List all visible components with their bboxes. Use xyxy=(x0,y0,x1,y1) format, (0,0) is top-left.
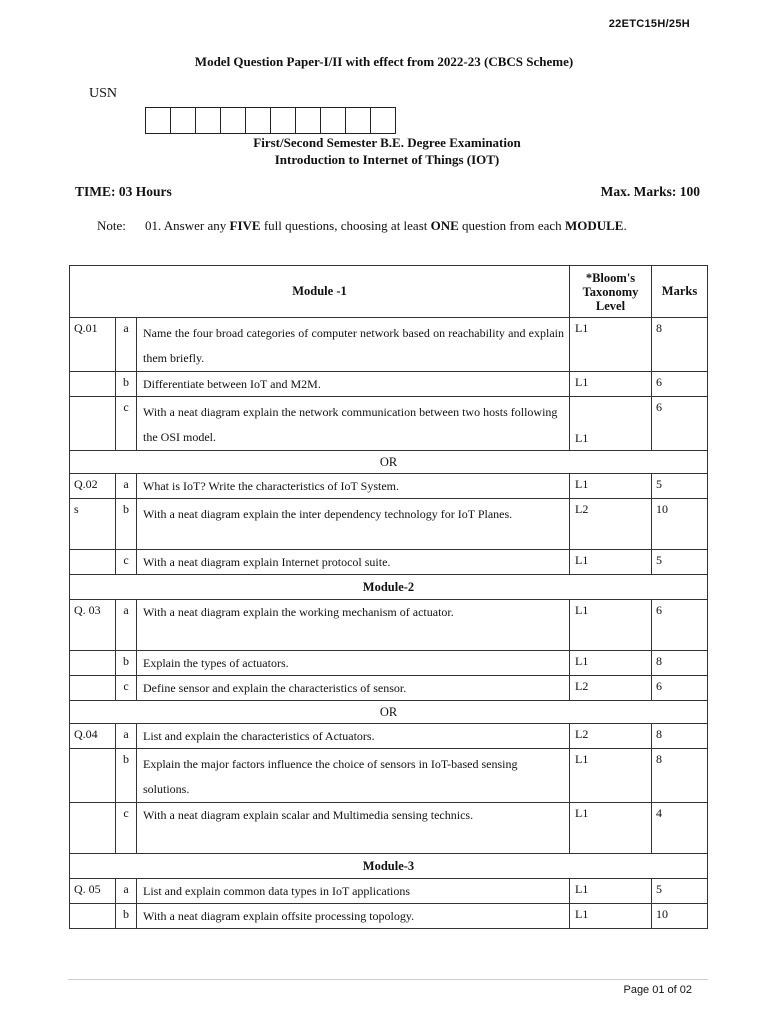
module-row xyxy=(70,854,708,879)
sub-question: a xyxy=(116,879,137,904)
table-row xyxy=(70,318,708,372)
marks: 5 xyxy=(652,474,708,499)
marks: 10 xyxy=(652,499,708,550)
sub-question: c xyxy=(116,803,137,854)
blooms-level: L1 xyxy=(570,550,652,575)
table-row xyxy=(70,651,708,676)
table-row xyxy=(70,397,708,451)
sub-question: b xyxy=(116,749,137,803)
usn-box xyxy=(370,107,396,134)
question-text: Name the four broad categories of computer network based on reachability and explain them briefly. xyxy=(137,318,570,372)
sub-question: a xyxy=(116,600,137,651)
blooms-level: L1 xyxy=(570,397,652,451)
table-row xyxy=(70,600,708,651)
question-text: Explain the major factors influence the choice of sensors in IoT-based sensing solutions. xyxy=(137,749,570,803)
marks: 6 xyxy=(652,397,708,451)
exam-duration: TIME: 03 Hours xyxy=(75,184,172,199)
question-number xyxy=(70,676,116,701)
question-number xyxy=(70,372,116,397)
sub-question: a xyxy=(116,318,137,372)
question-text: With a neat diagram explain Internet protocol suite. xyxy=(137,550,570,575)
question-text: With a neat diagram explain the working mechanism of actuator. xyxy=(137,600,570,651)
question-text: Define sensor and explain the characteristics of sensor. xyxy=(137,676,570,701)
blooms-level: L1 xyxy=(570,651,652,676)
module-3-header: Module-3 xyxy=(70,854,708,879)
blooms-level: L1 xyxy=(570,749,652,803)
usn-box xyxy=(195,107,221,134)
question-table xyxy=(69,265,708,929)
subject-name: Introduction to Internet of Things (IOT) xyxy=(274,152,500,167)
blooms-level: L1 xyxy=(570,600,652,651)
blooms-level: L1 xyxy=(570,372,652,397)
course-code: 22ETC15H/25H xyxy=(608,18,690,30)
blooms-level: L1 xyxy=(570,474,652,499)
sub-question: c xyxy=(116,397,137,451)
question-text: Differentiate between IoT and M2M. xyxy=(137,372,570,397)
question-number xyxy=(70,749,116,803)
usn-box xyxy=(295,107,321,134)
page-number: Page 01 of 02 xyxy=(623,984,692,996)
marks: 4 xyxy=(652,803,708,854)
table-row xyxy=(70,550,708,575)
table-row xyxy=(70,474,708,499)
sub-question: b xyxy=(116,651,137,676)
question-text: With a neat diagram explain offsite processing topology. xyxy=(137,904,570,929)
marks: 5 xyxy=(652,879,708,904)
blooms-level: L2 xyxy=(570,499,652,550)
sub-question: c xyxy=(116,550,137,575)
usn-box xyxy=(270,107,296,134)
note-bold-one: ONE xyxy=(430,218,459,233)
table-row xyxy=(70,803,708,854)
table-row xyxy=(70,676,708,701)
note-text-mid: full questions, choosing at least xyxy=(260,218,431,233)
question-number: s xyxy=(70,499,116,550)
usn-box xyxy=(345,107,371,134)
question-text: With a neat diagram explain the network communication between two hosts following the OSI model. xyxy=(137,397,570,451)
marks: 6 xyxy=(652,600,708,651)
marks: 10 xyxy=(652,904,708,929)
blooms-level: L1 xyxy=(570,803,652,854)
marks-header: Marks xyxy=(652,266,708,318)
sub-question: b xyxy=(116,372,137,397)
or-separator: OR xyxy=(70,701,708,724)
marks: 8 xyxy=(652,318,708,372)
marks: 6 xyxy=(652,372,708,397)
module-1-header: Module -1 xyxy=(70,266,570,318)
note-text-pre: 01. Answer any xyxy=(145,218,230,233)
usn-box xyxy=(245,107,271,134)
table-row xyxy=(70,724,708,749)
question-number xyxy=(70,904,116,929)
blooms-level: L2 xyxy=(570,676,652,701)
blooms-header: *Bloom's Taxonomy Level xyxy=(570,266,652,318)
marks: 8 xyxy=(652,724,708,749)
or-separator-row xyxy=(70,701,708,724)
question-text: With a neat diagram explain scalar and Multimedia sensing technics. xyxy=(137,803,570,854)
usn-box xyxy=(320,107,346,134)
or-separator-row xyxy=(70,451,708,474)
exam-name: First/Second Semester B.E. Degree Examination xyxy=(253,135,521,150)
question-text: What is IoT? Write the characteristics of IoT System. xyxy=(137,474,570,499)
marks: 5 xyxy=(652,550,708,575)
sub-question: b xyxy=(116,499,137,550)
blooms-level: L1 xyxy=(570,879,652,904)
marks: 8 xyxy=(652,651,708,676)
question-number xyxy=(70,651,116,676)
usn-label: USN xyxy=(89,86,118,101)
note xyxy=(97,218,627,234)
table-row xyxy=(70,749,708,803)
sub-question: a xyxy=(116,724,137,749)
note-bold-five: FIVE xyxy=(229,218,261,233)
usn-boxes xyxy=(145,107,395,134)
module-2-header: Module-2 xyxy=(70,575,708,600)
table-row xyxy=(70,904,708,929)
note-bold-module: MODULE xyxy=(564,218,624,233)
question-text: Explain the types of actuators. xyxy=(137,651,570,676)
blooms-level: L1 xyxy=(570,904,652,929)
marks: 6 xyxy=(652,676,708,701)
blooms-level: L2 xyxy=(570,724,652,749)
table-row xyxy=(70,372,708,397)
question-number xyxy=(70,550,116,575)
module-row xyxy=(70,575,708,600)
exam-title xyxy=(0,134,768,168)
table-row xyxy=(70,879,708,904)
sub-question: b xyxy=(116,904,137,929)
table-row xyxy=(70,499,708,550)
question-text: With a neat diagram explain the inter dependency technology for IoT Planes. xyxy=(137,499,570,550)
question-number: Q.04 xyxy=(70,724,116,749)
sub-question: a xyxy=(116,474,137,499)
question-number xyxy=(70,397,116,451)
note-label: Note: xyxy=(97,218,126,233)
question-text: List and explain common data types in IoT applications xyxy=(137,879,570,904)
max-marks: Max. Marks: 100 xyxy=(600,184,700,199)
question-number: Q. 05 xyxy=(70,879,116,904)
footer-divider xyxy=(68,979,708,980)
usn-box xyxy=(220,107,246,134)
sub-question: c xyxy=(116,676,137,701)
paper-title: Model Question Paper-I/II with effect from 2022-23 (CBCS Scheme) xyxy=(194,54,574,69)
question-text: List and explain the characteristics of Actuators. xyxy=(137,724,570,749)
question-number xyxy=(70,803,116,854)
usn-box xyxy=(170,107,196,134)
usn-box xyxy=(145,107,171,134)
note-text-post: question from each xyxy=(458,218,565,233)
question-number: Q.02 xyxy=(70,474,116,499)
blooms-level: L1 xyxy=(570,318,652,372)
note-text-end: . xyxy=(623,218,627,233)
or-separator: OR xyxy=(70,451,708,474)
marks: 8 xyxy=(652,749,708,803)
table-header-row xyxy=(70,266,708,318)
question-number: Q. 03 xyxy=(70,600,116,651)
question-number: Q.01 xyxy=(70,318,116,372)
